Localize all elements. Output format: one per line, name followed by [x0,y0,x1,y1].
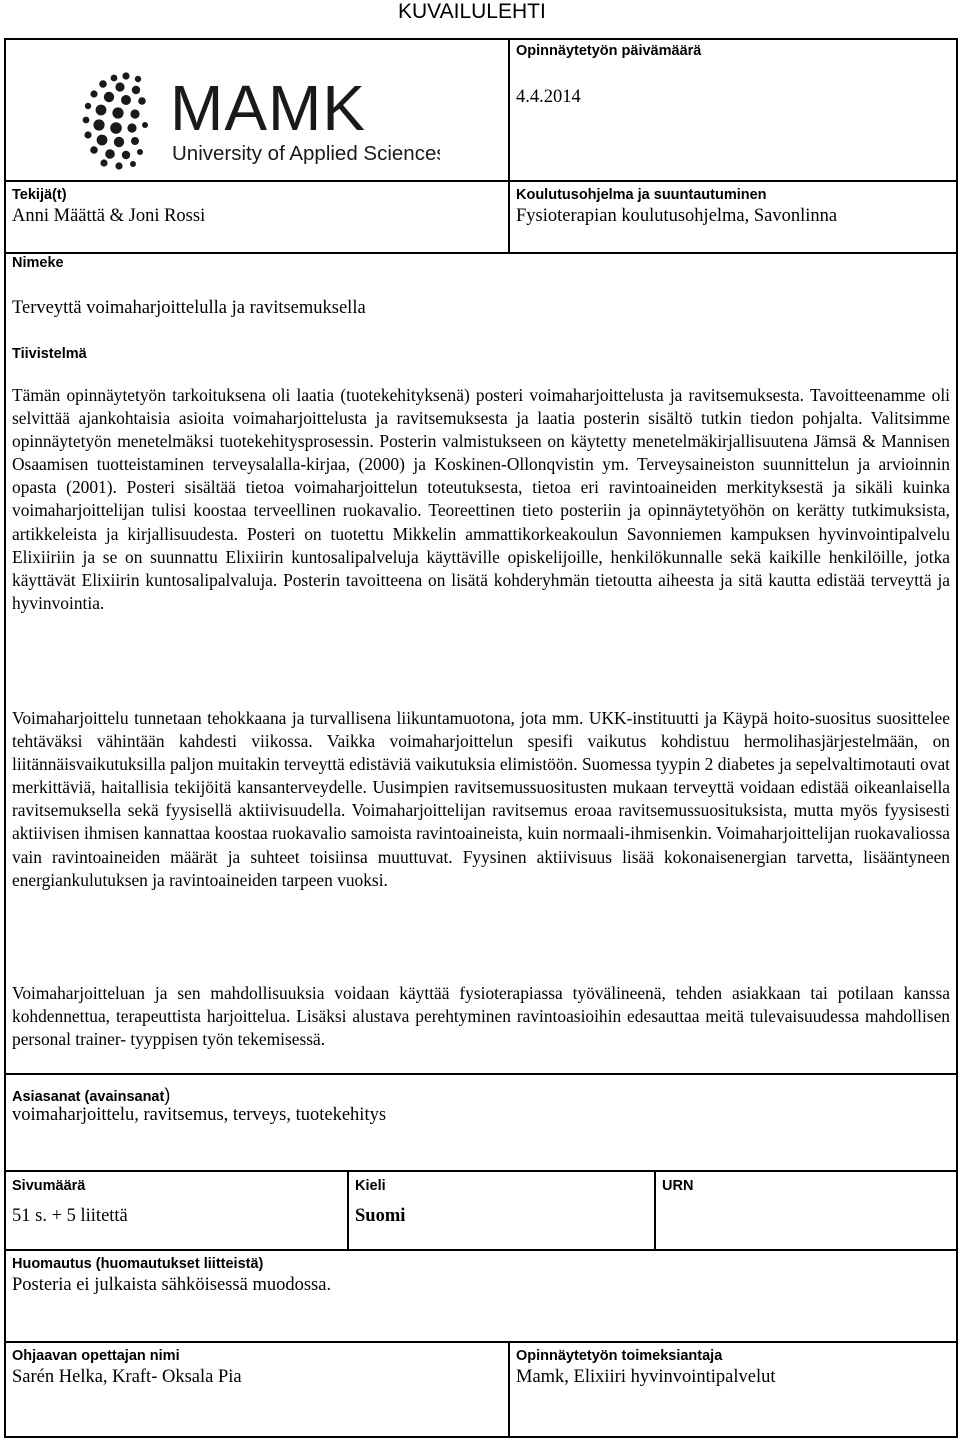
thesis-title: Terveyttä voimaharjoittelulla ja ravitsemuksella [12,298,366,318]
note-label: Huomautus (huomautukset liitteistä) [12,1256,264,1272]
mamk-dots-icon [80,70,440,174]
supervisor-label: Ohjaavan opettajan nimi [12,1348,180,1364]
language-label: Kieli [355,1178,386,1194]
mamk-logo [80,70,440,174]
supervisor-value: Sarén Helka, Kraft- Oksala Pia [12,1367,242,1387]
svg-text:MAMK: MAMK [170,72,366,144]
keywords-value: voimaharjoittelu, ravitsemus, terveys, tuotekehitys [12,1105,387,1125]
abstract-paragraph-1: Tämän opinnäytetyön tarkoituksena oli laatia (tuotekehityksenä) posteri voimaharjoittelusta ja ravitsemuksesta. Tavoitteenamme oli selvittää ajankohtaisia asioita voimaharjoittelusta ja ravitsemuksesta ja laatia posterin sisältö tutkin tiedon pohjalta. Valitsimme opinnäytetyön menetelmäksi tuotekehitysprosessin. Posterin valmistukseen on käytetty menetelmäkirjallisuutena Jämsä & Mannisen Osaamisen tuotteistaminen terveysalalla-kirjaa, (2000) ja Koskinen-Ollonqvistin ym. Terveysaineiston suunnittelun ja arvioinnin opasta (2001). Posteri sisältää tietoa voimaharjoittelun toteutuksesta, tietoa eri ravintoaineiden merkityksestä ja sikäli kuinka voimaharjoittelijan tulisi koostaa terveellinen ruokavalio. Teoreettinen tieto posteriin ja opinnäytetyöhön on kerätty tutkimuksista, artikkeleista ja kirjallisuudesta. Posteri on tuotettu Mikkelin ammattikorkeakoulun Savonniemen kampuksen hyvinvointipalvelu Elixiiriin ja se on suunnattu Elixiirin kuntosalipalveluja käyttäville opiskelijoille, henkilökunnalle sekä kaikille henkilöille, jotka käyttävät Elixiirin kuntosalipalvaluja. Posterin tavoitteena on lisätä kohderyhmän tietoutta aiheesta ja sitä kautta edistää terveyttä ja hyvinvointia. [12,385,950,613]
row-line-meta [4,1249,958,1251]
row-line-keywords [4,1170,958,1172]
row-line-abstract [4,1073,958,1075]
pages-label: Sivumäärä [12,1178,86,1194]
keywords-label: Asiasanat (avainsanat) [12,1085,171,1105]
document-title: KUVAILULEHTI [398,0,546,23]
pages-value: 51 s. + 5 liitettä [12,1206,128,1226]
note-value: Posteria ei julkaista sähköisessä muodossa. [12,1275,332,1295]
row-line-note [4,1341,958,1343]
header-divider [508,38,510,254]
programme-value: Fysioterapian koulutusohjelma, Savonlinna [516,206,838,226]
programme-label: Koulutusohjelma ja suuntautuminen [516,187,767,203]
date-label: Opinnäytetyön päivämäärä [516,43,702,59]
abstract-paragraph-3: Voimaharjoitteluan ja sen mahdollisuuksia voidaan käyttää fysioterapiassa työvälineenä, tehden asiakkaan tai potilaan kanssa kohdennettua, terapeuttista harjoittelua. Lisäksi alustava perehtyminen ravintoasioihin edesauttaa meitä tulevaisuudessa mahdollisen personal trainer- tyyppisen työn tekemisessä. [12,983,950,1050]
divider-language-urn [654,1170,656,1250]
authors-value: Anni Määttä & Joni Rossi [12,206,206,226]
divider-pages-language [347,1170,349,1250]
svg-text:University of Applied Sciences: University of Applied Sciences [172,142,440,165]
urn-label: URN [662,1178,694,1194]
authors-label: Tekijä(t) [12,187,67,203]
row-line-logo [4,180,958,182]
date-value: 4.4.2014 [516,87,581,107]
commissioner-label: Opinnäytetyön toimeksiantaja [516,1348,723,1364]
abstract-label: Tiivistelmä [12,346,87,362]
divider-supervisor [508,1341,510,1438]
language-value: Suomi [355,1206,406,1226]
row-line-authors [4,252,958,254]
abstract-paragraph-2: Voimaharjoittelu tunnetaan tehokkaana ja turvallisena liikuntamuotona, jota mm. UKK-instituutti ja Käypä hoito-suositus suosittelee tehtäväksi vähintään kahdesti viikossa. Vaikka voimaharjoittelun spesifi vaikutus kohdistuu hermolihasjärjestelmään, on liitännäisvaikutuksilla paljon muitakin terveyttä edistäviä vaikutuksia elimistöön. Suomessa tyypin 2 diabetes ja sepelvaltimotauti ovat merkittäviä, haitallisia tekijöitä kansanterveydelle. Uusimpien ravitsemussuositusten mukaan terveyttä voidaan edistää oikeanlaisella ravitsemuksella sekä fyysisellä aktiivisuudella. Voimaharjoittelijan ravitsemus eroaa ravitsemussuosituksista, mutta myös fyysisesti aktiivisen ihmisen kannattaa koostaa ruokavalio samoista ravintoaineista, kuin normaali-ihmisenkin. Voimaharjoittelijan ruokavaliossa vain ravintoaineiden määrät ja suhteet toisiinsa muuttuvat. Fyysinen aktiivisuus lisää kokonaisenergian tarvetta, lisääntyneen energiankulutuksen ja ravintoaineiden tarpeen vuoksi. [12,708,950,890]
name-label: Nimeke [12,255,64,271]
commissioner-value: Mamk, Elixiiri hyvinvointipalvelut [516,1367,776,1387]
